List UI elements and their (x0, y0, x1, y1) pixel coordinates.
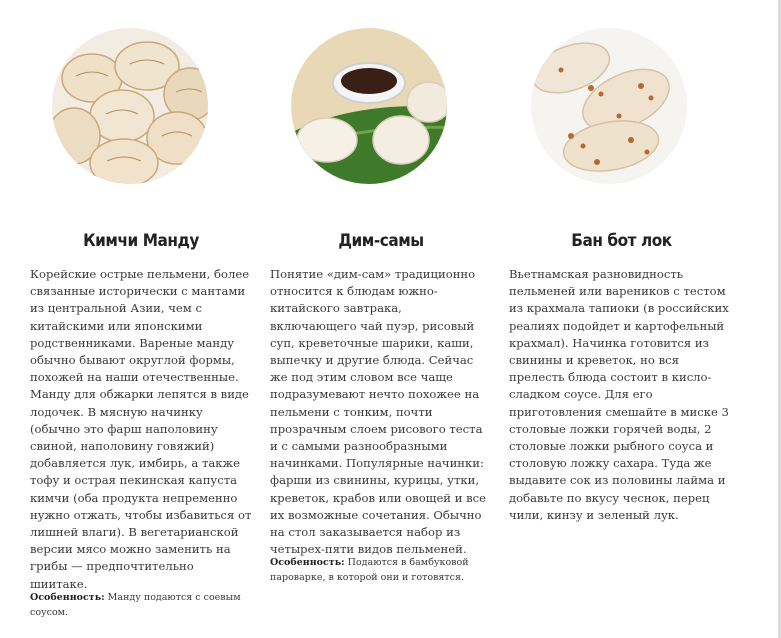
dish-description: Вьетнамская разновидность пельменей или вареников с тестом из крахмала тапиоки (в российских реалиях подойдет и картофельный крахмал). Начинка готовится из свинины и креветок, но вся прелесть блюда состоит в кисло-сладком соусе. Для его приготовления смешайте в миске 3 столовые ложки горячей воды, 2 столовые ложки рыбного соуса и столовую ложку сахара. Туда же выдавите сок из половины лайма и добавьте по вкусу чеснок, перец чили, кинзу и зеленый лук. (509, 267, 729, 522)
ban-bot-loc-photo (531, 28, 687, 184)
note-text: Подаются в бамбуковой пароварке, в которой они и готовятся. (270, 557, 469, 583)
dish-description: Корейские острые пельмени, более связанные исторически с мантами из центральной Азии, чем с китайскими или японскими родственниками. Вареные манду обычно бывают округлой формы, похожей на наши отечественные. Манду для обжарки лепятся в виде лодочек. В мясную начинку (обычно это фарш наполовину свиной, наполовину говяжий) добавляется лук, имбирь, а также тофу и острая пекинская капуста кимчи (оба продукта непременно нужно отжать, чтобы избавиться от лишней влаги). В вегетарианской версии мясо можно заменить на грибы — предпочтительно шиитаке. (30, 267, 252, 591)
note-text: Манду подаются с соевым соусом. (30, 592, 241, 618)
note-label: Особенность: (30, 592, 105, 603)
note-label: Особенность: (270, 557, 345, 568)
dish-title: Бан бот лок (571, 231, 672, 251)
dim-sum-photo (291, 28, 447, 184)
dish-note (270, 555, 492, 585)
dish-title: Дим-самы (338, 231, 424, 251)
dish-description: Понятие «дим-сам» традиционно относится к блюдам южно-китайского завтрака, включающего чай пуэр, рисовый суп, креветочные шарики, каши, выпечку и другие блюда. Сейчас же под этим словом все чаще подразумевают нечто похожее на пельмени с тонким, почти прозрачным слоем рисового теста и с самыми разнообразными начинками. Популярные начинки: фарши из свинины, курицы, утки, креветок, крабов или овощей и все их возможные сочетания. Обычно на стол заказывается набор из четырех-пяти видов пельменей. (270, 267, 487, 557)
dish-title: Кимчи Манду (83, 231, 199, 251)
kimchi-mandu-photo (52, 28, 208, 184)
dish-note (30, 590, 252, 620)
